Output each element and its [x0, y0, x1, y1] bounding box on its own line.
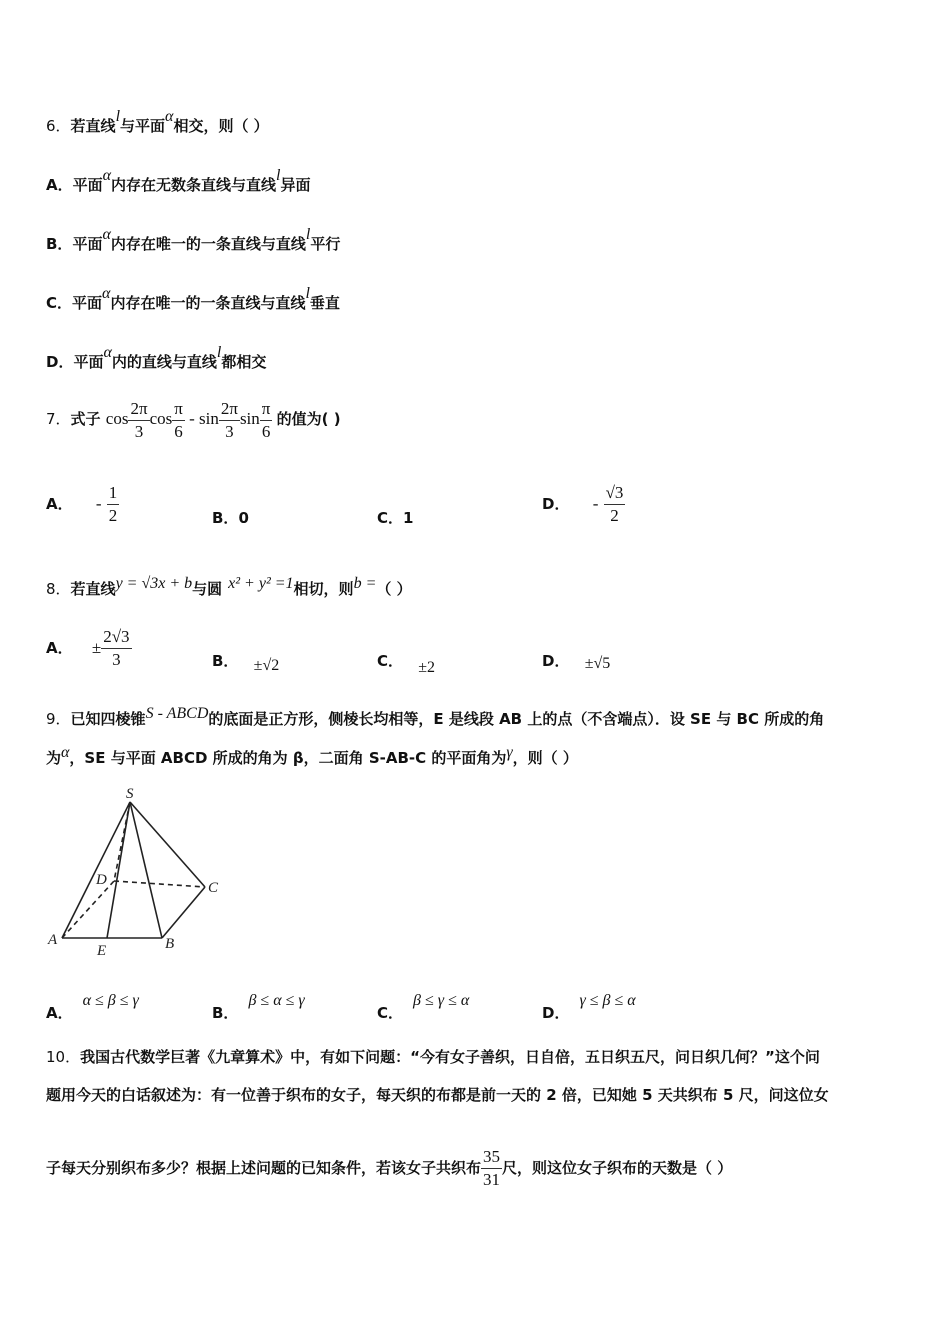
q10-stem — [46, 1038, 906, 1114]
label-e: E — [97, 943, 107, 959]
option-text: 内存在唯一的一条直线与直线 — [110, 235, 306, 253]
option-expression: β ≤ α ≤ γ — [248, 992, 305, 1009]
option-label: C． — [377, 1004, 404, 1022]
frac-denominator: 6 — [174, 421, 183, 441]
q9-option-c — [377, 992, 470, 1023]
edge-bc — [162, 887, 205, 938]
option-label: B． — [212, 509, 239, 527]
var-l: l — [216, 344, 222, 361]
var-alpha: α — [103, 344, 112, 361]
question-number: 7． — [46, 410, 71, 428]
cos-fn: cos — [149, 409, 173, 428]
line-equation: y = √3x + b — [115, 575, 193, 592]
edge-sc — [130, 802, 205, 887]
q6-option-c — [46, 285, 340, 313]
q7-option-b — [212, 507, 249, 528]
option-label: A． — [46, 1004, 73, 1022]
frac-numerator: √3 — [604, 482, 626, 505]
fraction — [604, 482, 626, 527]
stem-text: 的值为( ) — [276, 410, 341, 428]
plus-minus: ± — [91, 638, 102, 657]
fraction — [260, 398, 273, 443]
label-c: C — [208, 880, 219, 896]
q6-stem — [46, 108, 269, 136]
option-expression: γ ≤ β ≤ α — [579, 992, 636, 1009]
stem-text: （ ） — [376, 580, 412, 598]
q8-option-d — [542, 650, 610, 671]
edge-dc-hidden — [114, 881, 205, 887]
sin-fn: sin — [199, 409, 219, 428]
fraction — [172, 398, 185, 443]
b-equation: b = — [353, 575, 377, 592]
option-text: 异面 — [280, 176, 311, 194]
option-text: 都相交 — [221, 353, 267, 371]
option-label: D． — [542, 495, 570, 513]
frac-numerator: π — [260, 398, 273, 421]
q10-line1 — [46, 1038, 906, 1076]
option-value: 1 — [403, 509, 414, 527]
stem-text: ，则（ ） — [512, 749, 578, 767]
q7-stem — [46, 397, 341, 443]
var-alpha: α — [102, 226, 111, 243]
option-label: C． — [377, 652, 404, 670]
option-value: ±√5 — [584, 655, 611, 672]
var-alpha: α — [61, 744, 70, 761]
option-label: A． — [46, 639, 73, 657]
q6-option-d — [46, 344, 267, 372]
var-gamma: γ — [506, 744, 513, 761]
var-l: l — [305, 226, 311, 243]
fraction — [107, 482, 120, 527]
edge-ad-hidden — [62, 881, 114, 938]
label-s: S — [126, 786, 134, 802]
option-label: A． — [46, 495, 73, 513]
q8-option-b — [212, 650, 280, 674]
stem-text: 与平面 — [120, 117, 166, 135]
option-label: D． — [542, 1004, 570, 1022]
q6-option-b — [46, 226, 341, 254]
minus-sign: - — [592, 494, 599, 513]
q9-option-b — [212, 992, 305, 1023]
option-label: D． — [542, 652, 570, 670]
frac-denominator: 3 — [112, 650, 121, 669]
pyramid-notation: S - ABCD — [145, 705, 209, 722]
option-label: D． — [46, 353, 74, 371]
fraction — [101, 626, 131, 671]
option-text: 内存在唯一的一条直线与直线 — [110, 294, 306, 312]
q6-option-a — [46, 167, 311, 195]
fraction-35-31 — [481, 1146, 502, 1191]
stem-text: 相交，则（ ） — [173, 117, 269, 135]
option-text: 平行 — [310, 235, 341, 253]
option-label: A． — [46, 176, 73, 194]
var-alpha: α — [165, 108, 174, 125]
option-label: C． — [377, 509, 404, 527]
option-text: 平面 — [73, 353, 104, 371]
frac-numerator: 1 — [107, 482, 120, 505]
option-expression: β ≤ γ ≤ α — [413, 992, 470, 1009]
var-l: l — [305, 285, 310, 302]
stem-text: 与圆 — [192, 580, 223, 598]
option-value: ±2 — [418, 659, 436, 676]
stem-text: 的底面是正方形，侧棱长均相等，E 是线段 AB 上的点（不含端点）．设 SE 与 BC 所成的角 — [208, 710, 825, 728]
frac-numerator: 2√3 — [101, 626, 131, 649]
minus-sign: - — [95, 494, 102, 513]
stem-text: 式子 — [70, 410, 101, 428]
q9-option-d — [542, 992, 636, 1023]
q10-line3 — [46, 1144, 732, 1192]
fraction — [128, 398, 149, 443]
circle-equation: x² + y² =1 — [228, 575, 294, 592]
option-text: 内的直线与直线 — [111, 353, 217, 371]
q9-option-a — [46, 992, 139, 1023]
q8-option-c — [377, 650, 436, 676]
q9-line2 — [46, 739, 906, 778]
question-number: 6． — [46, 117, 71, 135]
option-text: 垂直 — [309, 294, 340, 312]
question-number: 8． — [46, 580, 71, 598]
edge-sb — [130, 802, 162, 938]
q7-option-c — [377, 507, 413, 528]
var-l: l — [115, 108, 121, 125]
pyramid-figure — [40, 780, 240, 960]
question-number: 10． — [46, 1048, 81, 1066]
frac-denominator: 2 — [610, 506, 619, 525]
stem-text: 题用今天的白话叙述为：有一位善于织布的女子，每天织的布都是前一天的 2 倍，已知她 5 天共织布 5 尺，问这位女 — [46, 1086, 829, 1104]
stem-text: 为 — [46, 749, 62, 767]
minus-sign: - — [189, 409, 195, 428]
stem-text: 若直线 — [70, 117, 116, 135]
question-number: 9． — [46, 710, 71, 728]
edge-sd-hidden — [114, 802, 130, 881]
option-value: ±√2 — [253, 657, 280, 674]
label-b: B — [165, 936, 175, 952]
stem-text: 已知四棱锥 — [70, 710, 146, 728]
var-alpha: α — [102, 167, 112, 184]
label-a: A — [48, 932, 58, 948]
frac-denominator: 31 — [483, 1170, 501, 1189]
option-text: 平面 — [72, 294, 103, 312]
sin-fn: sin — [239, 409, 260, 428]
cos-fn: cos — [105, 409, 129, 428]
option-label: B． — [212, 1004, 239, 1022]
stem-text: 我国古代数学巨著《九章算术》中，有如下问题：“今有女子善织，日自倍，五日织五尺，问日织几何？”这个问 — [80, 1048, 820, 1066]
option-text: 内存在无数条直线与直线 — [111, 176, 277, 194]
var-l: l — [276, 167, 281, 184]
frac-denominator: 2 — [108, 506, 118, 525]
frac-numerator: π — [172, 398, 185, 421]
frac-denominator: 3 — [225, 421, 234, 441]
var-alpha: α — [102, 285, 111, 302]
stem-text: 尺，则这位女子织布的天数是（ ） — [502, 1159, 733, 1177]
stem-text: 相切，则 — [293, 580, 354, 598]
label-d: D — [96, 872, 107, 888]
option-text: 平面 — [72, 235, 103, 253]
option-label: B． — [212, 652, 239, 670]
option-expression: α ≤ β ≤ γ — [82, 992, 139, 1009]
option-label: C． — [46, 294, 73, 312]
stem-text: 子每天分别织布多少？根据上述问题的已知条件，若该女子共织布 — [46, 1159, 482, 1177]
frac-numerator: 35 — [481, 1146, 502, 1169]
q7-option-d — [542, 482, 625, 527]
option-text: 平面 — [72, 176, 103, 194]
edge-sa — [62, 802, 130, 938]
q9-stem — [46, 700, 906, 778]
q7-option-a — [46, 482, 119, 527]
frac-numerator: 2π — [130, 398, 148, 418]
frac-denominator: 6 — [261, 421, 271, 441]
frac-denominator: 3 — [134, 421, 144, 441]
q9-line1 — [46, 700, 906, 739]
q10-line2 — [46, 1076, 906, 1114]
fraction — [219, 398, 240, 443]
q8-option-a — [46, 626, 132, 671]
option-label: B． — [46, 235, 73, 253]
frac-numerator: 2π — [219, 398, 240, 421]
option-value: 0 — [238, 509, 249, 527]
q8-stem — [46, 575, 412, 599]
stem-text: 若直线 — [70, 580, 116, 598]
stem-text: ，SE 与平面 ABCD 所成的角为 β，二面角 S-AB-C 的平面角为 — [69, 749, 507, 767]
